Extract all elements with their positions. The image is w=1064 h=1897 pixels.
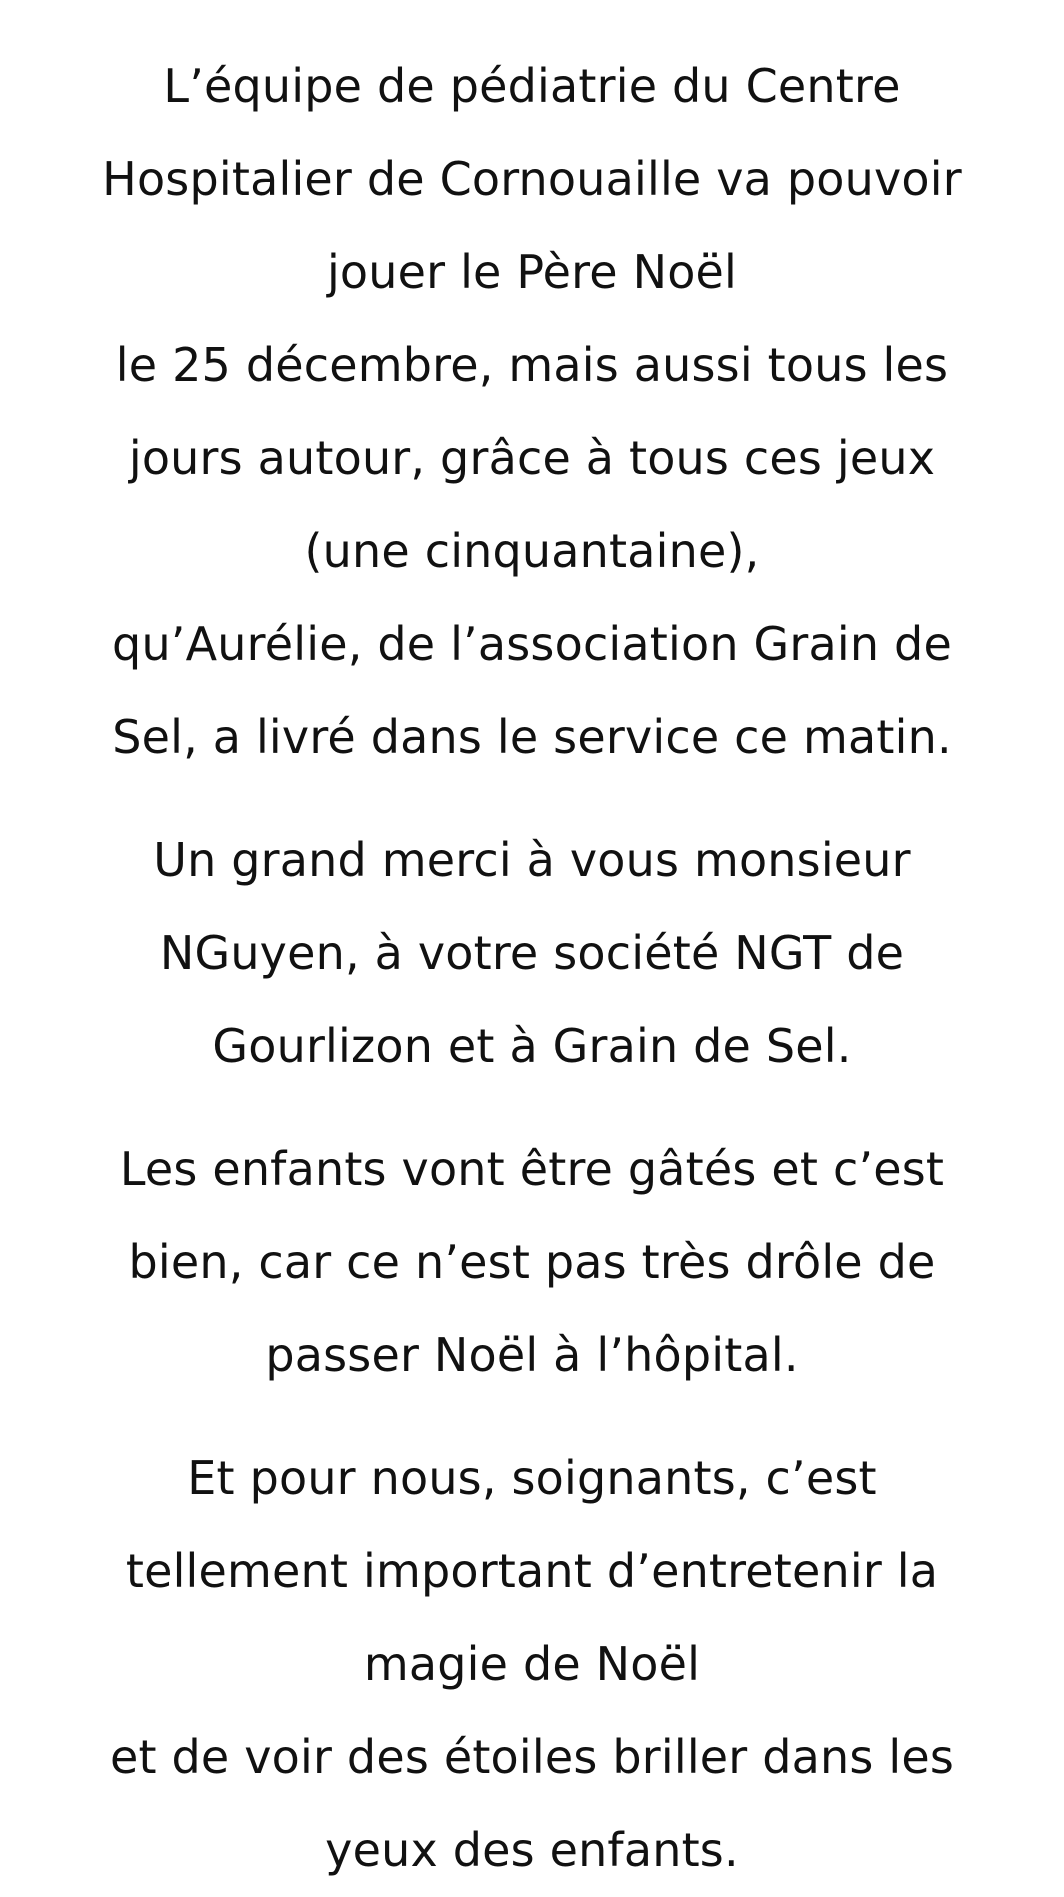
text-line: qu’Aurélie, de l’association Grain de — [112, 617, 952, 671]
paragraph-spacer — [60, 1402, 1004, 1432]
text-line: jours autour, grâce à tous ces jeux — [128, 431, 936, 485]
text-line: L’équipe de pédiatrie du Centre — [163, 59, 901, 113]
text-line: NGuyen, à votre société NGT de — [159, 926, 905, 980]
paragraph-4 — [60, 1432, 1004, 1897]
text-line: passer Noël à l’hôpital. — [265, 1328, 799, 1382]
text-line: et de voir des étoiles briller dans les — [109, 1730, 955, 1784]
text-line: Gourlizon et à Grain de Sel. — [212, 1019, 852, 1073]
text-line: yeux des enfants. — [325, 1823, 739, 1877]
text-line: Les enfants vont être gâtés et c’est — [119, 1142, 945, 1196]
text-line: Un grand merci à vous monsieur — [153, 833, 911, 887]
text-line: jouer le Père Noël — [326, 245, 738, 299]
paragraph-spacer — [60, 784, 1004, 814]
text-line: bien, car ce n’est pas très drôle de — [128, 1235, 936, 1289]
paragraph-3 — [60, 1123, 1004, 1402]
text-line: le 25 décembre, mais aussi tous les — [115, 338, 949, 392]
text-line: (une cinquantaine), — [304, 524, 760, 578]
text-line: tellement important d’entretenir la — [125, 1544, 939, 1598]
paragraph-1 — [60, 40, 1004, 784]
paragraph-2 — [60, 814, 1004, 1093]
text-line: Sel, a livré dans le service ce matin. — [112, 710, 952, 764]
text-line: Et pour nous, soignants, c’est — [187, 1451, 877, 1505]
text-line: Hospitalier de Cornouaille va pouvoir — [102, 152, 962, 206]
paragraph-spacer — [60, 1093, 1004, 1123]
text-line: magie de Noël — [363, 1637, 701, 1691]
